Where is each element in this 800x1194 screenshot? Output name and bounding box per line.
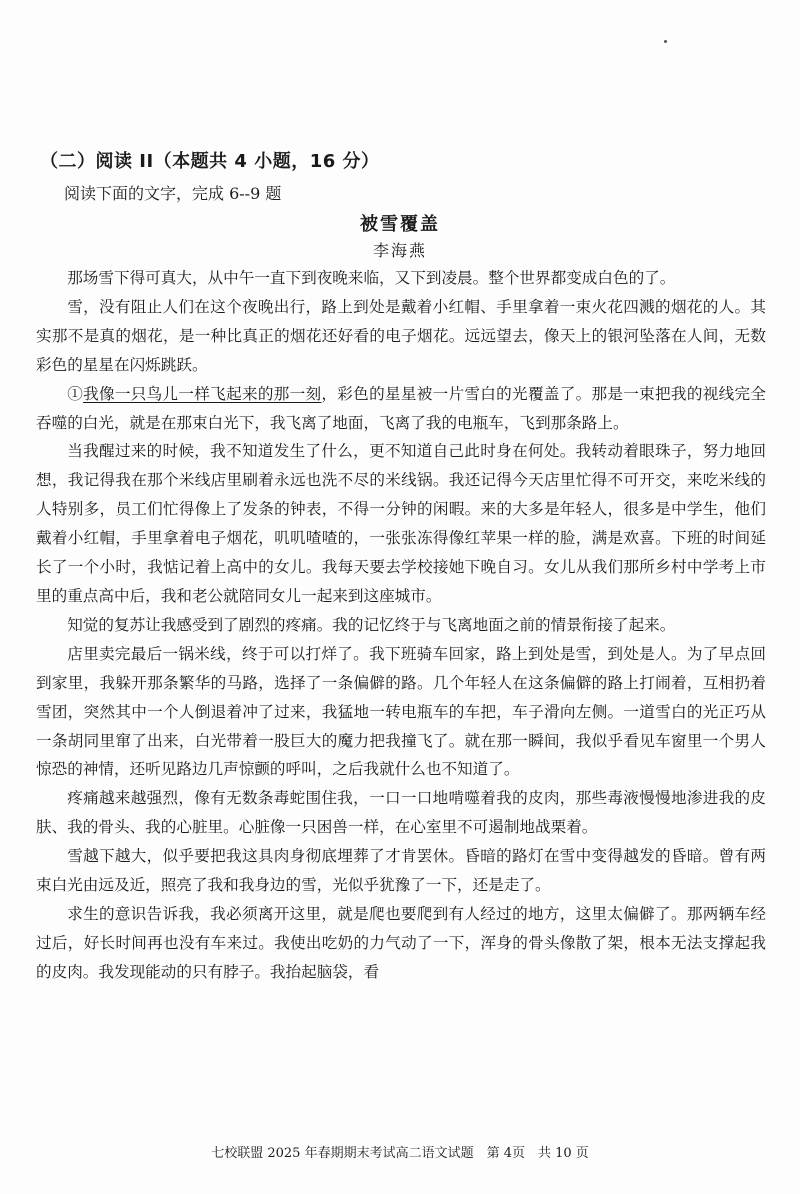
paragraph-6: 店里卖完最后一锅米线，终于可以打烊了。我下班骑车回家，路上到处是雪，到处是人。为了早点回到家里，我躲开那条繁华的马路，选择了一条偏僻的路。几个年轻人在这条偏僻的路上打闹着，互相扔着雪团，突然其中一个人倒退着冲了过来，我猛地一转电瓶车的车把，车子滑向左侧。一道雪白的光正巧从一条胡同里窜了出来，白光带着一股巨大的魔力把我撞飞了。就在那一瞬间，我似乎看见车窗里一个男人惊恐的神情，还听见路边几声惊颤的呼叫，之后我就什么也不知道了。	[36, 644, 766, 779]
paragraph-4: 当我醒过来的时候，我不知道发生了什么，更不知道自己此时身在何处。我转动着眼珠子，努力地回想，我记得我在那个米线店里刷着永远也洗不尽的米线锅。我还记得今天店里忙得不可开交，来吃米线的人特别多，员工们忙得像上了发条的钟表，不得一分钟的闲暇。来的大多是年轻人，很多是中学生，他们戴着小红帽，手里拿着电子烟花，叽叽喳喳的，一张张冻得像红苹果一样的脸，满是欢喜。下班的时间延长了一个小时，我惦记着上高中的女儿。我每天要去学校接她下晚自习。女儿从我们那所乡村中学考上市里的重点高中后，我和老公就陪同女儿一起来到这座城市。	[36, 442, 766, 605]
underlined-sentence: 我像一只鸟儿一样飞起来的那一刻	[83, 384, 322, 403]
marked-paragraph-rest: ，彩色的星星被一片雪白的光覆盖了。那是一束把我的视线完全吞噬的白光，就是在那束白光下，我飞离了地面，飞离了我的电瓶车，飞到那条路上。	[36, 384, 766, 432]
paragraph-8: 雪越下越大，似乎要把我这具肉身彻底埋葬了才肯罢休。昏暗的路灯在雪中变得越发的昏暗。曾有两束白光由远及近，照亮了我和我身边的雪，光似乎犹豫了一下，还是走了。	[36, 847, 766, 895]
instruction: 阅读下面的文字，完成 6--9 题	[64, 184, 282, 203]
scan-speck	[664, 40, 667, 43]
article-body	[36, 264, 766, 987]
paragraph-2: 雪，没有阻止人们在这个夜晚出行，路上到处是戴着小红帽、手里拿着一束火花四溅的烟花的人。其实那不是真的烟花，是一种比真正的烟花还好看的电子烟花。远远望去，像天上的银河坠落在人间，无数彩色的星星在闪烁跳跃。	[36, 297, 766, 374]
section-heading: （二）阅读 II（本题共 4 小题，16 分）	[40, 151, 380, 172]
paragraph-1: 那场雪下得可真大，从中午一直下到夜晚来临，又下到凌晨。整个世界都变成白色的了。	[67, 269, 676, 287]
article-title: 被雪覆盖	[360, 214, 440, 235]
paragraph-9: 求生的意识告诉我，我必须离开这里，就是爬也要爬到有人经过的地方，这里太偏僻了。那两辆车经过后，好长时间再也没有车来过。我使出吃奶的力气动了一下，浑身的骨头像散了架，根本无法支撑起我的皮肉。我发现能动的只有脖子。我抬起脑袋，看	[36, 904, 766, 981]
article-author: 李海燕	[372, 241, 427, 260]
paragraph-5: 知觉的复苏让我感受到了剧烈的疼痛。我的记忆终于与飞离地面之前的情景衔接了起来。	[67, 615, 676, 634]
paragraph-7: 疼痛越来越强烈，像有无数条毒蛇围住我，一口一口地啃噬着我的皮肉，那些毒液慢慢地渗进我的皮肤、我的骨头、我的心脏里。心脏像一只困兽一样，在心室里不可遏制地战栗着。	[36, 789, 766, 837]
paragraph-marker: ①	[67, 384, 84, 403]
paragraph-3-marked	[36, 380, 766, 438]
page-footer: 七校联盟 2025 年春期期末考试高二语文试题 第 4页 共 10 页	[211, 1146, 589, 1161]
